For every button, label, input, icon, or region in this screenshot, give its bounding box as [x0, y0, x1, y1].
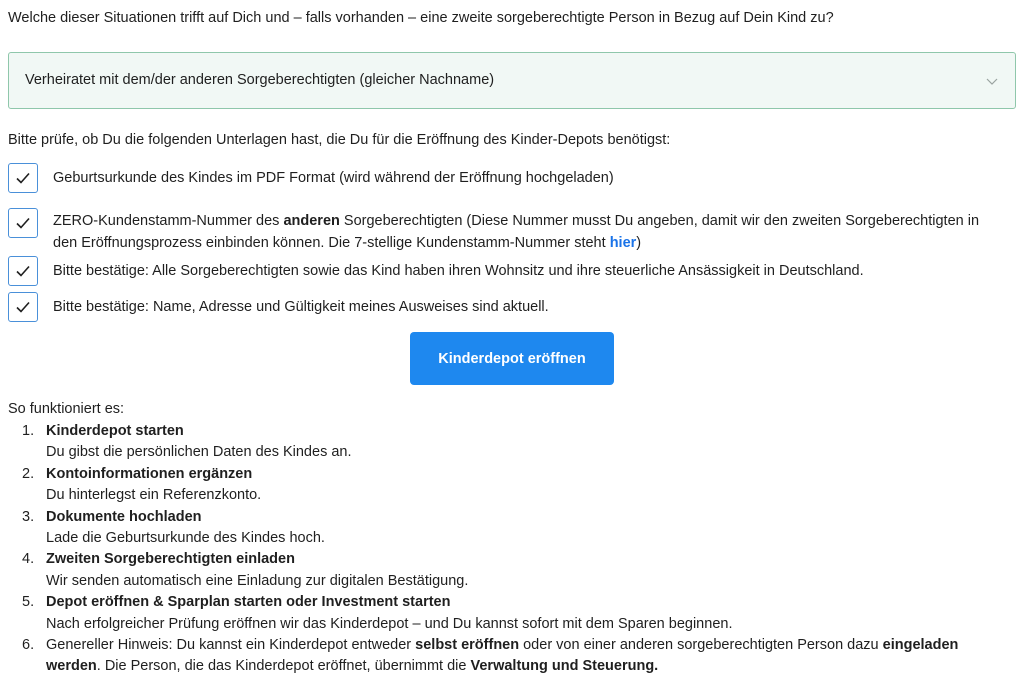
- step-number: 5.: [22, 594, 35, 611]
- step-title: Kinderdepot starten: [46, 423, 184, 439]
- list-item: [22, 635, 1002, 678]
- step-description: Du hinterlegst ein Referenzkonto.: [46, 487, 262, 504]
- checklist-item-customer-number: [8, 208, 1003, 254]
- checklist-label: Bitte bestätige: Name, Adresse und Gültigkeit meines Ausweises sind aktuell.: [53, 299, 549, 315]
- step-number: 4.: [22, 551, 35, 568]
- note-bold: eingeladen werden: [46, 637, 959, 675]
- list-item: [22, 592, 1002, 635]
- step-title: Dokumente hochladen: [46, 508, 202, 525]
- note-text: . Die Person, die das Kinderdepot eröffnet, übernimmt die: [96, 658, 471, 675]
- checkmark-icon: [15, 215, 31, 231]
- note-text: Genereller Hinweis: Du kannst ein Kinderdepot entweder: [46, 637, 416, 654]
- checkbox-id-valid[interactable]: [8, 292, 38, 322]
- situation-select[interactable]: [8, 52, 1016, 109]
- step-number: 6.: [22, 637, 35, 654]
- step-number: 3.: [22, 508, 35, 525]
- situation-question: Welche dieser Situationen trifft auf Dich und – falls vorhanden – eine zweite sorgeberechtigte Person in Bezug auf Dein Kind zu?: [8, 10, 834, 26]
- step-title: Kontoinformationen ergänzen: [46, 465, 253, 482]
- list-item: [22, 421, 1002, 464]
- note-bold: Verwaltung und Steuerung.: [470, 658, 659, 675]
- checklist-label: Bitte bestätige: Alle Sorgeberechtigten sowie das Kind haben ihren Wohnsitz und ihre steuerliche Ansässigkeit in Deutschland.: [53, 263, 864, 279]
- step-number: 1.: [22, 423, 35, 439]
- label-bold: anderen: [283, 213, 340, 229]
- here-link[interactable]: hier: [609, 235, 637, 251]
- step-description: Nach erfolgreicher Prüfung eröffnen wir das Kinderdepot – und Du kannst sofort mit dem Sparen beginnen.: [46, 615, 733, 632]
- list-item: [22, 464, 1002, 507]
- checkmark-icon: [15, 263, 31, 279]
- step-title: Depot eröffnen & Sparplan starten oder Investment starten: [46, 594, 451, 611]
- note-bold: selbst eröffnen: [415, 637, 520, 654]
- general-note: [46, 635, 1002, 678]
- list-item: [22, 549, 1002, 592]
- checklist-label: [53, 206, 1003, 254]
- checklist-item-id-valid: [8, 292, 1003, 322]
- label-text: Sorgeberechtigten (Diese Nummer musst Du angeben, damit wir den zweiten Sorgeberechtigten in den Eröffnungsprozess einbinden können. Die 7-stellige Kundenstamm-Nummer steht: [53, 213, 980, 251]
- checkmark-icon: [15, 170, 31, 186]
- documents-intro: Bitte prüfe, ob Du die folgenden Unterlagen hast, die Du für die Eröffnung des Kinder-Depots benötigst:: [8, 132, 671, 148]
- how-it-works-title: So funktioniert es:: [8, 401, 125, 417]
- note-text: oder von einer anderen sorgeberechtigten Person dazu: [519, 637, 883, 654]
- steps-list: [22, 421, 1002, 678]
- checkmark-icon: [15, 299, 31, 315]
- label-text: ZERO-Kundenstamm-Nummer des: [53, 213, 284, 229]
- step-title: Zweiten Sorgeberechtigten einladen: [46, 551, 295, 568]
- situation-select-value: Verheiratet mit dem/der anderen Sorgeberechtigten (gleicher Nachname): [25, 72, 495, 88]
- step-number: 2.: [22, 465, 35, 482]
- checklist-item-residence: [8, 256, 1003, 286]
- checklist-item-birth-certificate: [8, 163, 1003, 193]
- step-description: Lade die Geburtsurkunde des Kindes hoch.: [46, 530, 325, 547]
- step-description: Du gibst die persönlichen Daten des Kindes an.: [46, 444, 352, 461]
- list-item: [22, 507, 1002, 550]
- checklist-label: Geburtsurkunde des Kindes im PDF Format (wird während der Eröffnung hochgeladen): [53, 170, 614, 186]
- open-kinderdepot-button[interactable]: Kinderdepot eröffnen: [410, 332, 614, 385]
- checkbox-residence[interactable]: [8, 256, 38, 286]
- chevron-down-icon: [985, 74, 999, 88]
- step-description: Wir senden automatisch eine Einladung zur digitalen Bestätigung.: [46, 572, 469, 589]
- label-text: ): [636, 235, 642, 251]
- checkbox-customer-number[interactable]: [8, 208, 38, 238]
- checkbox-birth-certificate[interactable]: [8, 163, 38, 193]
